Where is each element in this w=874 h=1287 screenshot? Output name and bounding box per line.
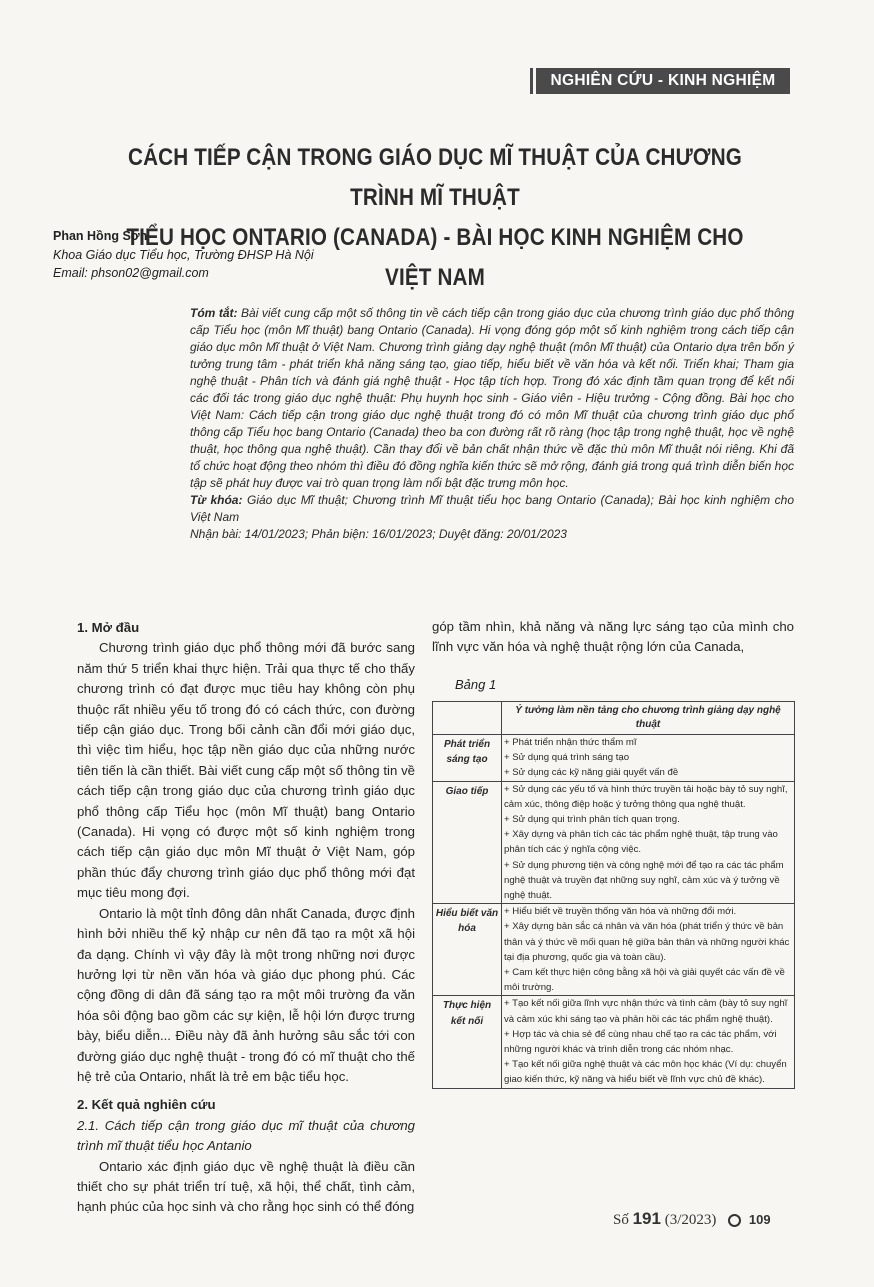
table-row bbox=[433, 735, 795, 782]
table-header-empty bbox=[433, 702, 502, 735]
list-item: + Sử dụng quá trình sáng tạo bbox=[504, 752, 630, 764]
row-content bbox=[502, 781, 795, 904]
table-row bbox=[433, 996, 795, 1088]
issue-date: (3/2023) bbox=[664, 1212, 717, 1228]
title-line-2: TIỂU HỌC ONTARIO (CANADA) - BÀI HỌC KINH NGHIỆM CHO VIỆT NAM bbox=[126, 224, 744, 291]
issue-number: 191 bbox=[632, 1209, 661, 1228]
row-label: Giao tiếp bbox=[433, 781, 502, 904]
abstract-text: Bài viết cung cấp một số thông tin về cách tiếp cận trong giáo dục của chương trình giáo dục phổ thông cấp Tiểu học (môn Mĩ thuật) bang Ontario (Canada). Hi vọng đóng góp một số kinh nghiệm trong cách tiếp cận giáo dục môn Mĩ thuật ở Việt Nam. Chương trình giảng dạy nghệ thuật (môn Mĩ thuật) của Ontario dựa trên bốn ý tưởng trung tâm - phát triển khả năng sáng tạo, giao tiếp, hiểu biết về văn hóa và kết nối. Triển khai; Tham gia nghệ thuật - Phân tích và đánh giá nghệ thuật - Học tập tích hợp. Trong đó xác định tầm quan trọng để kết nối các đối tác trong giáo dục nghệ thuật: Phụ huynh học sinh - Giáo viên - Hiệu trưởng - Cộng đồng. Bài học cho Việt Nam: Cách tiếp cận trong giáo dục nghệ thuật trong đó có môn Mĩ thuật của chương trình giáo dục phổ thông cấp Tiểu học bang Ontario (Canada) theo ba con đường rất rõ ràng (học tập trong nghệ thuật, học về nghệ thuật, học thông qua nghệ thuật). Cần thay đổi về bản chất nhận thức về đặc thù môn Mĩ thuật nói riêng. Khi đã tổ chức hoạt động theo nhóm thì điều đó đồng nghĩa kiến thức sẽ mở rộng, đánh giá trong quá trình diễn biến học tập sẽ phát huy được vai trò quan trọng làm nổi bật đặc trưng môn học. bbox=[190, 306, 794, 490]
section-tag: NGHIÊN CỨU - KINH NGHIỆM bbox=[536, 68, 790, 94]
list-item: + Tạo kết nối giữa lĩnh vực nhận thức và tình cảm (bày tỏ suy nghĩ và cảm xúc khi sáng tạo và phản hồi các tác phẩm nghệ thuật). bbox=[504, 998, 788, 1025]
paragraph: Ontario là một tỉnh đông dân nhất Canada, được định hình bởi nhiều thế kỷ nhập cư nên đã tạo ra một xã hội đa dạng. Chính vì vậy đây là một trong những nơi được hưởng lợi từ nền văn hóa và giáo dục phong phú. Các cộng đồng di dân đã sáng tạo ra một môi trường đa văn hóa sôi động bao gồm các sự kiện, lễ hội lớn được trưng bày, biểu diễn... Điều này đã ảnh hưởng sâu sắc tới con đường giáo dục nghệ thuật - trong đó có mĩ thuật cho thế hệ trẻ của Ontario, nhất là trẻ em bậc tiểu học. bbox=[77, 905, 415, 1084]
abstract bbox=[190, 305, 794, 543]
list-item: + Sử dụng qui trình phân tích quan trọng. bbox=[504, 814, 680, 826]
subheading: 2.1. Cách tiếp cận trong giáo dục mĩ thuật của chương trình mĩ thuật tiểu học Antanio bbox=[77, 1117, 415, 1154]
list-item: + Cam kết thực hiện công bằng xã hội và giải quyết các vấn đề về môi trường. bbox=[504, 967, 785, 994]
list-item: + Phát triển nhận thức thẩm mĩ bbox=[504, 737, 637, 748]
row-label: Hiểu biết văn hóa bbox=[433, 904, 502, 996]
row-label: Phát triển sáng tạo bbox=[433, 735, 502, 782]
paragraph: Ontario xác định giáo dục về nghệ thuật là điều cần thiết cho sự phát triển trí tuệ, xã hội, thể chất, tình cảm, hạnh phúc của học sinh và cho rằng học sinh có thể đóng bbox=[77, 1158, 415, 1215]
table-row bbox=[433, 781, 795, 904]
list-item: + Hiểu biết về truyền thống văn hóa và những đổi mới. bbox=[504, 906, 737, 918]
title-line-1: CÁCH TIẾP CẬN TRONG GIÁO DỤC MĨ THUẬT CỦA CHƯƠNG TRÌNH MĨ THUẬT bbox=[127, 144, 743, 211]
table-header: Ý tưởng làm nền tảng cho chương trình giảng dạy nghệ thuật bbox=[502, 702, 795, 735]
author-info bbox=[53, 246, 314, 282]
heading-results: 2. Kết quả nghiên cứu bbox=[77, 1097, 216, 1113]
row-content bbox=[502, 904, 795, 996]
paragraph: góp tầm nhìn, khả năng và năng lực sáng tạo của mình cho lĩnh vực văn hóa và nghệ thuật rộng lớn của Canada, bbox=[432, 619, 794, 655]
table-row bbox=[433, 904, 795, 996]
heading-intro: 1. Mở đầu bbox=[77, 620, 140, 635]
table-1 bbox=[432, 701, 795, 1089]
list-item: + Xây dựng bản sắc cá nhân và văn hóa (phát triển ý thức về bản thân và ý thức về mối quan hệ giữa bản thân và những người khác tại địa phương, quốc gia và toàn cầu). bbox=[504, 921, 790, 963]
row-content bbox=[502, 996, 795, 1088]
list-item: + Sử dụng phương tiện và công nghệ mới để tạo ra các tác phẩm nghệ thuật và truyền đạt những suy nghĩ, cảm xúc và ý tưởng về nghệ thuật. bbox=[504, 859, 784, 902]
row-label: Thực hiện kết nối bbox=[433, 996, 502, 1088]
keywords-label: Từ khóa: bbox=[190, 493, 243, 507]
circle-icon bbox=[728, 1214, 741, 1227]
list-item: + Xây dựng và phân tích các tác phẩm nghệ thuật, tập trung vào phân tích các ý nghĩa cộng việc. bbox=[504, 829, 778, 856]
list-item: + Sử dụng các yếu tố và hình thức truyền tải hoặc bày tỏ suy nghĩ, cảm xúc, thông điệp hoặc ý tưởng thông qua nghệ thuật. bbox=[504, 783, 788, 810]
list-item: + Hợp tác và chia sẻ để cùng nhau chế tạo ra các tác phẩm, với những người khác và trình diễn trong các nhóm nhạc. bbox=[504, 1028, 777, 1056]
row-content bbox=[502, 735, 795, 782]
author-email: Email: phson02@gmail.com bbox=[53, 266, 209, 280]
right-column bbox=[432, 617, 794, 658]
left-column bbox=[77, 618, 415, 1218]
paragraph: Chương trình giáo dục phổ thông mới đã bước sang năm thứ 5 triển khai thực hiện. Trải qua thực tế cho thấy chương trình có đạt được mục tiêu hay không còn phụ thuộc rất nhiều yếu tố trong đó có cách thức, con đường tiếp cận giáo dục. Trong bối cảnh cần đổi mới giáo dục, thì việc tìm hiểu, học tập nền giáo dục của những nước tiên tiến là cần thiết. Bài viết cung cấp một số thông tin về cách tiếp cận trong giáo dục của chương trình giáo dục phổ thông cấp Tiểu học (môn Mĩ thuật) bang Ontario (Canada). Hi vọng có được một số kinh nghiệm trong cách tiếp cận giáo dục môn Mĩ thuật ở Việt Nam, góp phần thúc đẩy chương trình giáo dục phổ thông mới đạt mục tiêu mong đợi. bbox=[77, 640, 415, 901]
keywords-text: Giáo dục Mĩ thuật; Chương trình Mĩ thuật tiểu học bang Ontario (Canada); Bài học kinh nghiệm cho Việt Nam bbox=[190, 493, 795, 524]
page-footer bbox=[613, 1209, 771, 1229]
table-label: Bảng 1 bbox=[455, 677, 497, 692]
abstract-label: Tóm tắt: bbox=[190, 306, 238, 320]
article-dates: Nhận bài: 14/01/2023; Phản biện: 16/01/2023; Duyệt đăng: 20/01/2023 bbox=[190, 527, 567, 541]
issue-prefix: Số bbox=[613, 1212, 629, 1228]
author-affiliation: Khoa Giáo dục Tiểu học, Trường ĐHSP Hà Nội bbox=[53, 248, 314, 262]
page-number: 109 bbox=[748, 1212, 771, 1227]
table-header-row bbox=[433, 702, 795, 735]
list-item: + Sử dụng các kỹ năng giải quyết vấn đề bbox=[504, 767, 679, 779]
list-item: + Tạo kết nối giữa nghệ thuật và các môn học khác (Ví dụ: chuyển giao kiến thức, kỹ năng và hiểu biết về lĩnh vực chủ đề khác). bbox=[504, 1059, 787, 1086]
author-name: Phan Hồng Sơn bbox=[53, 229, 148, 243]
